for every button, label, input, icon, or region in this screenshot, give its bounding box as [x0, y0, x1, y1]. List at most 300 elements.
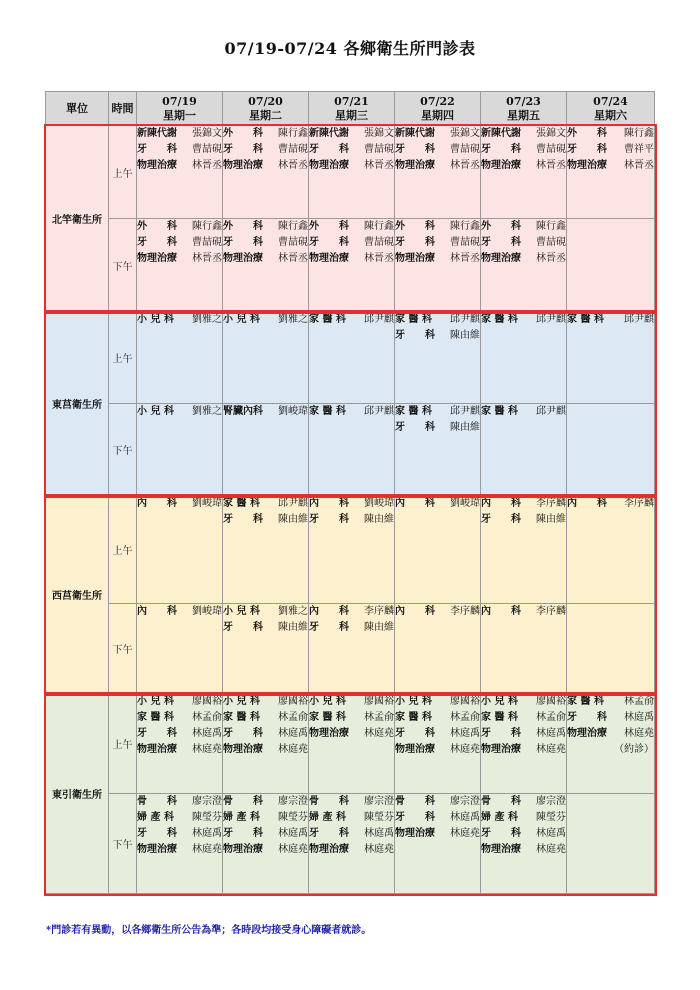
schedule-slot — [137, 794, 223, 894]
doctor-name: 劉峻瑋 — [278, 406, 308, 417]
doctor-name: 林庭堯 — [278, 844, 308, 855]
department-name: 物理治療 — [395, 253, 435, 264]
doctor-name: 陳由維 — [450, 330, 480, 341]
department-name: 牙 科 — [223, 728, 263, 739]
doctor-name: 廖宗澄 — [364, 796, 394, 807]
doctor-name: 邱尹麒 — [364, 314, 394, 325]
doctor-name: 曹喆硯 — [450, 144, 480, 155]
department-name: 物理治療 — [395, 160, 435, 171]
clinic-entry — [567, 496, 654, 512]
department-name: 外 科 — [481, 221, 521, 232]
doctor-name: 陳由維 — [450, 422, 480, 433]
schedule-slot — [395, 219, 481, 312]
department-name: 物理治療 — [137, 744, 177, 755]
doctor-name: 林庭堯 — [364, 728, 394, 739]
doctor-name: 林庭堯 — [450, 828, 480, 839]
schedule-slot — [309, 694, 395, 794]
doctor-name: 邱尹麒 — [536, 406, 566, 417]
schedule-slot — [395, 794, 481, 894]
clinic-entry — [309, 826, 394, 842]
day-header — [223, 92, 309, 126]
doctor-name: 林晉丞 — [536, 160, 566, 171]
doctor-name: 林孟俞 — [192, 712, 222, 723]
session-time: 下午 — [109, 794, 137, 894]
day-weekday: 星期五 — [507, 108, 540, 122]
department-name: 婦 產 科 — [223, 812, 260, 823]
schedule-slot — [137, 694, 223, 794]
doctor-name: 曹喆硯 — [278, 144, 308, 155]
schedule-slot — [223, 126, 309, 219]
clinic-entry — [309, 158, 394, 174]
clinic-entry — [481, 726, 566, 742]
clinic-entry — [223, 620, 308, 636]
doctor-name: 林孟俞 — [450, 712, 480, 723]
schedule-slot — [481, 496, 567, 604]
clinic-entry — [223, 512, 308, 528]
department-name: 小 兒 科 — [137, 406, 174, 417]
department-name: 物理治療 — [481, 844, 521, 855]
clinic-entry — [395, 694, 480, 710]
department-name: 牙 科 — [481, 828, 521, 839]
doctor-name: 張錦文 — [536, 128, 566, 139]
department-name: 小 兒 科 — [137, 314, 174, 325]
doctor-name: 林庭禹 — [364, 828, 394, 839]
doctor-name: 曹喆硯 — [192, 144, 222, 155]
doctor-name: 劉峻瑋 — [192, 498, 222, 509]
schedule-slot — [567, 219, 655, 312]
clinic-entry — [137, 251, 222, 267]
day-header — [395, 92, 481, 126]
schedule-row — [46, 604, 655, 694]
clinic-entry — [223, 142, 308, 158]
department-name: 牙 科 — [309, 828, 349, 839]
day-date: 07/24 — [593, 94, 628, 108]
schedule-slot — [309, 312, 395, 404]
clinic-entry — [567, 312, 654, 328]
department-name: 家 醫 科 — [223, 712, 260, 723]
clinic-entry — [567, 726, 654, 742]
department-name: 物理治療 — [395, 828, 435, 839]
doctor-name: 劉雅之 — [192, 314, 222, 325]
clinic-entry — [567, 126, 654, 142]
schedule-slot — [567, 496, 655, 604]
department-name: 內 科 — [309, 606, 349, 617]
clinic-entry — [137, 826, 222, 842]
department-name: 新陳代謝 — [481, 128, 521, 139]
clinic-entry — [137, 694, 222, 710]
department-name: 婦 產 科 — [309, 812, 346, 823]
clinic-entry — [481, 810, 566, 826]
clinic-entry — [137, 126, 222, 142]
department-name: 牙 科 — [395, 422, 435, 433]
doctor-name: 林孟俞 — [536, 712, 566, 723]
department-name: 物理治療 — [567, 160, 607, 171]
doctor-name: 曹喆硯 — [364, 144, 394, 155]
session-time: 下午 — [109, 604, 137, 694]
clinic-entry — [137, 496, 222, 512]
clinic-entry — [481, 158, 566, 174]
clinic-entry — [309, 235, 394, 251]
clinic-entry — [567, 710, 654, 726]
day-date: 07/21 — [334, 94, 369, 108]
clinic-entry — [309, 142, 394, 158]
time-column-header: 時間 — [109, 92, 137, 126]
clinic-entry — [223, 742, 308, 758]
doctor-name: 林庭禹 — [450, 812, 480, 823]
department-name: 家 醫 科 — [481, 406, 518, 417]
clinic-entry — [481, 842, 566, 858]
clinic-unit-name: 東引衛生所 — [46, 694, 109, 894]
department-name: 新陳代謝 — [395, 128, 435, 139]
department-name: 內 科 — [567, 498, 607, 509]
clinic-entry — [223, 126, 308, 142]
doctor-name: 李序麟 — [624, 498, 654, 509]
schedule-row — [46, 312, 655, 404]
clinic-entry — [137, 404, 222, 420]
clinic-entry — [137, 710, 222, 726]
doctor-name: 林孟俞 — [364, 712, 394, 723]
schedule-slot — [481, 312, 567, 404]
doctor-name: 陳行鑫 — [624, 128, 654, 139]
doctor-name: 陳瑩芬 — [536, 812, 566, 823]
department-name: 牙 科 — [567, 712, 607, 723]
department-name: 物理治療 — [137, 844, 177, 855]
doctor-name: 廖宗澄 — [192, 796, 222, 807]
department-name: 外 科 — [309, 221, 349, 232]
schedule-slot — [137, 312, 223, 404]
department-name: 物理治療 — [137, 253, 177, 264]
doctor-name: 陳行鑫 — [450, 221, 480, 232]
clinic-schedule-table — [45, 91, 655, 894]
session-time: 上午 — [109, 126, 137, 219]
schedule-slot — [309, 794, 395, 894]
doctor-name: 邱尹麒 — [450, 314, 480, 325]
doctor-name: 曹祥平 — [624, 144, 654, 155]
department-name: 牙 科 — [137, 237, 177, 248]
doctor-name: 林晉丞 — [364, 253, 394, 264]
department-name: 牙 科 — [137, 144, 177, 155]
doctor-name: 陳瑩芬 — [364, 812, 394, 823]
clinic-entry — [137, 842, 222, 858]
department-name: 家 醫 科 — [309, 712, 346, 723]
schedule-row — [46, 694, 655, 794]
doctor-name: 林晉丞 — [192, 253, 222, 264]
department-name: 內 科 — [137, 498, 177, 509]
doctor-name: 李序麟 — [536, 498, 566, 509]
department-name: 骨 科 — [223, 796, 263, 807]
clinic-entry — [395, 158, 480, 174]
clinic-entry — [223, 604, 308, 620]
schedule-slot — [567, 604, 655, 694]
doctor-name: 李序麟 — [536, 606, 566, 617]
department-name: 內 科 — [395, 498, 435, 509]
department-name: 牙 科 — [137, 828, 177, 839]
clinic-entry — [309, 794, 394, 810]
department-name: 牙 科 — [481, 514, 521, 525]
clinic-entry — [395, 742, 480, 758]
department-name: 腎臟內科 — [223, 406, 263, 417]
clinic-entry — [223, 158, 308, 174]
doctor-name: 林孟俞 — [624, 696, 654, 707]
clinic-entry — [481, 826, 566, 842]
clinic-entry — [481, 312, 566, 328]
day-weekday: 星期二 — [249, 108, 282, 122]
clinic-entry — [309, 219, 394, 235]
department-name: 小 兒 科 — [223, 314, 260, 325]
session-time: 上午 — [109, 312, 137, 404]
clinic-entry — [395, 251, 480, 267]
doctor-name: 陳行鑫 — [536, 221, 566, 232]
doctor-name: 林晉丞 — [450, 160, 480, 171]
clinic-entry — [309, 512, 394, 528]
doctor-name: 劉峻瑋 — [192, 606, 222, 617]
doctor-name: 李序麟 — [364, 606, 394, 617]
department-name: 外 科 — [223, 128, 263, 139]
department-name: 物理治療 — [223, 160, 263, 171]
department-name: 婦 產 科 — [137, 812, 174, 823]
department-name: 家 醫 科 — [223, 498, 260, 509]
department-name: 外 科 — [567, 128, 607, 139]
doctor-name: 邱尹麒 — [278, 498, 308, 509]
doctor-name: 曹喆硯 — [364, 237, 394, 248]
clinic-unit-name: 北竿衛生所 — [46, 126, 109, 312]
schedule-slot — [567, 794, 655, 894]
department-name: 牙 科 — [223, 828, 263, 839]
day-header — [567, 92, 655, 126]
clinic-entry — [395, 604, 480, 620]
clinic-entry — [223, 826, 308, 842]
schedule-body — [46, 126, 655, 894]
clinic-entry — [395, 726, 480, 742]
doctor-name: 陳瑩芬 — [192, 812, 222, 823]
department-name: 新陳代謝 — [137, 128, 177, 139]
session-time: 上午 — [109, 694, 137, 794]
schedule-slot — [395, 694, 481, 794]
department-name: 家 醫 科 — [567, 696, 604, 707]
doctor-name: 廖國裕 — [450, 696, 480, 707]
department-name: 家 醫 科 — [309, 314, 346, 325]
department-name: 小 兒 科 — [223, 696, 260, 707]
day-header — [481, 92, 567, 126]
clinic-entry — [481, 219, 566, 235]
doctor-name: 林晉丞 — [536, 253, 566, 264]
clinic-entry — [223, 710, 308, 726]
department-name: 家 醫 科 — [395, 314, 432, 325]
department-name: 婦 產 科 — [481, 812, 518, 823]
doctor-name: 林庭堯 — [192, 744, 222, 755]
department-name: 物理治療 — [223, 844, 263, 855]
clinic-entry — [137, 604, 222, 620]
clinic-entry — [309, 404, 394, 420]
clinic-entry — [395, 826, 480, 842]
department-name: 物理治療 — [223, 253, 263, 264]
department-name: 外 科 — [137, 221, 177, 232]
department-name: 骨 科 — [137, 796, 177, 807]
clinic-entry — [223, 726, 308, 742]
doctor-name: 李序麟 — [450, 606, 480, 617]
department-name: 小 兒 科 — [395, 696, 432, 707]
doctor-name: 張錦文 — [364, 128, 394, 139]
clinic-entry — [137, 810, 222, 826]
appointment-note: （約診） — [614, 744, 654, 755]
department-name: 物理治療 — [309, 728, 349, 739]
clinic-entry — [395, 142, 480, 158]
clinic-entry — [567, 694, 654, 710]
doctor-name: 邱尹麒 — [364, 406, 394, 417]
clinic-entry — [309, 842, 394, 858]
day-date: 07/22 — [420, 94, 455, 108]
schedule-slot — [223, 604, 309, 694]
schedule-slot — [481, 126, 567, 219]
clinic-entry — [137, 742, 222, 758]
doctor-name: 張錦文 — [192, 128, 222, 139]
doctor-name: 廖宗澄 — [536, 796, 566, 807]
doctor-name: 陳行鑫 — [192, 221, 222, 232]
doctor-name: 曹喆硯 — [536, 144, 566, 155]
clinic-entry — [137, 726, 222, 742]
clinic-entry — [309, 604, 394, 620]
clinic-entry — [309, 126, 394, 142]
department-name: 物理治療 — [481, 744, 521, 755]
department-name: 骨 科 — [395, 796, 435, 807]
department-name: 內 科 — [395, 606, 435, 617]
clinic-entry — [481, 496, 566, 512]
schedule-slot — [481, 219, 567, 312]
department-name: 物理治療 — [223, 744, 263, 755]
doctor-name: 邱尹麒 — [624, 314, 654, 325]
schedule-slot — [309, 404, 395, 496]
header-row — [46, 92, 655, 126]
doctor-name: 陳由維 — [278, 514, 308, 525]
schedule-slot — [567, 312, 655, 404]
doctor-name: 陳由維 — [364, 622, 394, 633]
day-weekday: 星期六 — [594, 108, 627, 122]
doctor-name: 劉雅之 — [278, 314, 308, 325]
department-name: 物理治療 — [395, 744, 435, 755]
schedule-slot — [567, 404, 655, 496]
clinic-entry — [481, 512, 566, 528]
session-time: 下午 — [109, 219, 137, 312]
doctor-name: 林庭堯 — [624, 728, 654, 739]
doctor-name: 林庭禹 — [624, 712, 654, 723]
clinic-entry — [223, 694, 308, 710]
session-time: 下午 — [109, 404, 137, 496]
department-name: 家 醫 科 — [481, 314, 518, 325]
doctor-name: 林庭禹 — [536, 828, 566, 839]
clinic-entry — [481, 142, 566, 158]
doctor-name: 林晉丞 — [278, 160, 308, 171]
schedule-row — [46, 219, 655, 312]
doctor-name: 廖國裕 — [364, 696, 394, 707]
doctor-name: 劉峻瑋 — [450, 498, 480, 509]
doctor-name: 林庭堯 — [278, 744, 308, 755]
department-name: 物理治療 — [309, 253, 349, 264]
department-name: 小 兒 科 — [137, 696, 174, 707]
department-name: 牙 科 — [395, 144, 435, 155]
department-name: 牙 科 — [309, 622, 349, 633]
department-name: 外 科 — [395, 221, 435, 232]
department-name: 小 兒 科 — [309, 696, 346, 707]
department-name: 物理治療 — [481, 253, 521, 264]
schedule-slot — [481, 794, 567, 894]
clinic-entry — [137, 158, 222, 174]
schedule-slot — [395, 312, 481, 404]
doctor-name: 林庭禹 — [192, 728, 222, 739]
doctor-name: 林庭禹 — [278, 728, 308, 739]
schedule-slot — [223, 404, 309, 496]
department-name: 家 醫 科 — [395, 406, 432, 417]
doctor-name: 廖宗澄 — [450, 796, 480, 807]
day-date: 07/23 — [506, 94, 541, 108]
doctor-name: 劉雅之 — [278, 606, 308, 617]
footnote: *門診若有異動，以各鄉衛生所公告為準；各時段均接受身心障礙者就診。 — [46, 925, 372, 936]
clinic-entry — [223, 312, 308, 328]
session-time: 上午 — [109, 496, 137, 604]
doctor-name: 陳行鑫 — [278, 221, 308, 232]
doctor-name: 曹喆硯 — [278, 237, 308, 248]
clinic-entry — [223, 496, 308, 512]
clinic-entry — [309, 620, 394, 636]
schedule-slot — [395, 604, 481, 694]
department-name: 內 科 — [137, 606, 177, 617]
schedule-slot — [137, 219, 223, 312]
department-name: 牙 科 — [567, 144, 607, 155]
schedule-slot — [137, 126, 223, 219]
department-name: 物理治療 — [137, 160, 177, 171]
clinic-entry — [137, 312, 222, 328]
doctor-name: 陳行鑫 — [278, 128, 308, 139]
clinic-entry — [395, 710, 480, 726]
clinic-entry — [223, 794, 308, 810]
clinic-entry — [309, 810, 394, 826]
department-name: 牙 科 — [481, 144, 521, 155]
clinic-entry — [481, 694, 566, 710]
doctor-name: 廖國裕 — [192, 696, 222, 707]
department-name: 家 醫 科 — [395, 712, 432, 723]
schedule-slot — [309, 496, 395, 604]
clinic-entry — [395, 496, 480, 512]
schedule-row — [46, 794, 655, 894]
schedule-slot — [223, 794, 309, 894]
clinic-entry — [137, 794, 222, 810]
schedule-row — [46, 404, 655, 496]
schedule-slot — [481, 404, 567, 496]
department-name: 牙 科 — [309, 514, 349, 525]
clinic-unit-name: 西莒衛生所 — [46, 496, 109, 694]
department-name: 家 醫 科 — [137, 712, 174, 723]
department-name: 內 科 — [309, 498, 349, 509]
department-name: 牙 科 — [395, 330, 435, 341]
schedule-row — [46, 496, 655, 604]
clinic-entry — [395, 235, 480, 251]
schedule-slot — [309, 219, 395, 312]
clinic-entry — [223, 251, 308, 267]
clinic-entry — [481, 710, 566, 726]
clinic-entry — [481, 126, 566, 142]
doctor-name: 陳由維 — [536, 514, 566, 525]
doctor-name: 林庭禹 — [536, 728, 566, 739]
doctor-name: 林庭禹 — [278, 828, 308, 839]
day-date: 07/19 — [162, 94, 197, 108]
department-name: 牙 科 — [309, 237, 349, 248]
clinic-entry — [395, 404, 480, 420]
schedule-slot — [481, 604, 567, 694]
clinic-entry — [481, 604, 566, 620]
clinic-entry — [395, 126, 480, 142]
clinic-entry — [481, 251, 566, 267]
department-name: 物理治療 — [309, 844, 349, 855]
department-name: 物理治療 — [567, 728, 607, 739]
